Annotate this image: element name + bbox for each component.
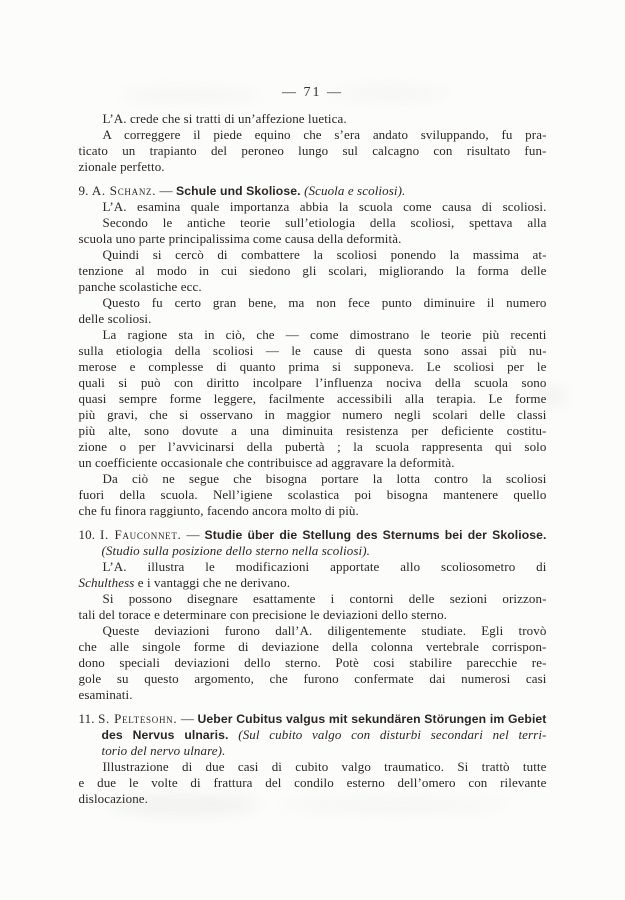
text-line (79, 671, 547, 687)
text-segment-plain: tenzione al modo in cui siedono gli scolari, migliorando la forma delle (78, 263, 547, 278)
text-segment-plain: zionale perfetto. (78, 159, 165, 174)
text-line (79, 375, 547, 391)
text-line (79, 327, 547, 343)
text-line (79, 143, 547, 159)
text-segment-plain: Si possono disegnare esattamente i contorni delle sezioni orizzon- (102, 591, 547, 606)
text-line (79, 423, 547, 439)
text-line (79, 727, 547, 743)
text-segment-italic: (Scuola e scoliosi). (304, 183, 406, 198)
text-segment-plain: 10. (78, 527, 100, 542)
text-segment-plain: più gravi, che si osservano in maggior numero negli scolari delle classi (78, 407, 547, 422)
text-line (79, 455, 547, 471)
text-segment-bold: Studie über die Stellung des Sternums bei der Skoliose. (204, 528, 547, 542)
text-line (79, 183, 547, 199)
paragraph (79, 327, 547, 471)
entry-body-9 (79, 199, 547, 519)
text-line (79, 391, 547, 407)
text-segment-plain: quasi sempre forme leggere, facilmente accessibili alla terapia. Le forme (78, 391, 547, 406)
text-segment-italic: torio del nervo ulnare). (101, 743, 226, 758)
text-line (79, 343, 547, 359)
text-segment-plain: esaminati. (78, 687, 133, 702)
text-segment-italic: (Sul cubito valgo con disturbi secondari nel terri- (238, 727, 547, 742)
text-segment-plain: ticato un trapianto del peroneo lungo sul calcagno con risultato fun- (78, 143, 547, 158)
paragraph (79, 471, 547, 519)
entry-heading-9 (79, 183, 547, 199)
text-line (79, 199, 547, 215)
text-segment-plain: fuori della scuola. Nell’igiene scolastica poi bisogna mantenere quello (78, 487, 547, 502)
text-segment-bold: des Nervus ulnaris. (101, 728, 239, 742)
paragraph (79, 111, 547, 127)
text-segment-plain: Da ciò ne segue che bisogna portare la lotta contro la scoliosi (102, 471, 547, 486)
text-line (79, 655, 547, 671)
entry-abstract-10 (79, 527, 547, 703)
text-line (79, 247, 547, 263)
text-line (79, 263, 547, 279)
text-line (79, 487, 547, 503)
entry-heading-10 (79, 527, 547, 559)
paragraph (79, 215, 547, 247)
paragraph (79, 199, 547, 215)
text-line (79, 543, 547, 559)
text-segment-plain: — (156, 183, 176, 198)
text-segment-plain: 9. (78, 183, 92, 198)
text-segment-plain: A correggere il piede equino che s’era andato sviluppando, fu pra- (102, 127, 547, 142)
text-segment-italic: (Studio sulla posizione dello sterno nella scoliosi). (101, 543, 371, 558)
text-segment-plain: che alle singole forme di deviazione della colonna vertebrale corrispon- (78, 639, 547, 654)
text-segment-plain: dono speciali deviazioni dello sterno. Potè cosi stabilire parecchie re- (78, 655, 547, 670)
paragraph (79, 623, 547, 703)
entry-body-11 (79, 759, 547, 807)
text-segment-plain: L’A. crede che si tratti di un’affezione luetica. (102, 111, 347, 126)
text-segment-plain: e due le volte di frattura del condilo esterno dell’omero con rilevante (78, 775, 547, 790)
text-segment-plain: zione o per l’avvicinarsi della pubertà ; la scuola rappresenta qui solo (78, 439, 547, 454)
entry-abstract-11 (79, 711, 547, 807)
text-segment-plain: e i vantaggi che ne derivano. (134, 575, 291, 590)
text-line (79, 439, 547, 455)
text-line (79, 575, 547, 591)
text-line (79, 215, 547, 231)
paragraph (79, 559, 547, 591)
entry-heading-11 (79, 711, 547, 759)
text-line (79, 687, 547, 703)
paragraph (79, 295, 547, 327)
text-line (79, 407, 547, 423)
entry-body-10 (79, 559, 547, 703)
text-segment-plain: dislocazione. (78, 791, 149, 806)
text-line (79, 527, 547, 543)
text-segment-italic: Schulthess (78, 575, 135, 590)
text-segment-plain: sulla etiologia della scoliosi — le cause di questa sono assai più nu- (78, 343, 547, 358)
text-line (79, 711, 547, 727)
entry-abstract-9 (79, 183, 547, 519)
text-segment-sc: S. Peltesohn. (98, 711, 178, 726)
text-line (79, 295, 547, 311)
text-line (79, 639, 547, 655)
text-line (79, 591, 547, 607)
text-segment-plain: Questo fu certo gran bene, ma non fece punto diminuire il numero (102, 295, 547, 310)
text-segment-bold: Ueber Cubitus valgus mit sekundären Störungen im Gebiet (197, 712, 547, 726)
text-line (79, 791, 547, 807)
text-line (79, 503, 547, 519)
text-segment-plain: panche scolastiche ecc. (78, 279, 202, 294)
text-segment-plain: L’A. illustra le modificazioni apportate allo scoliosometro di (102, 559, 547, 574)
text-segment-plain: — (181, 527, 205, 542)
text-segment-plain: che fu finora raggiunto, facendo ancora molto di più. (78, 503, 359, 518)
text-segment-plain: L’A. esamina quale importanza abbia la scuola come causa di scoliosi. (102, 199, 547, 214)
text-line (79, 759, 547, 775)
paragraph (79, 591, 547, 623)
text-line (79, 111, 547, 127)
paragraph (79, 247, 547, 295)
text-segment-plain: più alte, sono dovute a una diminuita resistenza per deficiente costitu- (78, 423, 547, 438)
text-line (79, 311, 547, 327)
text-segment-sc: A. Schanz. (91, 183, 157, 198)
text-segment-plain: tali del torace e determinare con precisione le deviazioni dello sterno. (78, 607, 448, 622)
text-segment-plain: Illustrazione di due casi di cubito valgo traumatico. Si trattò tutte (102, 759, 547, 774)
page-number: — 71 — (282, 85, 343, 100)
text-segment-plain: Queste deviazioni furono dall’A. diligentemente studiate. Egli trovò (102, 623, 547, 638)
text-line (79, 359, 547, 375)
text-line (79, 471, 547, 487)
text-segment-sc: I. Fauconnet. (100, 527, 182, 542)
text-segment-plain: Secondo le antiche teorie sull’etiologia della scoliosi, spettava alla (102, 215, 547, 230)
text-line (79, 159, 547, 175)
text-segment-plain: — (177, 711, 198, 726)
text-line (79, 231, 547, 247)
text-segment-bold: Schule und Skoliose. (176, 184, 305, 198)
text-segment-plain: un coefficiente occasionale che contribuisce ad aggravare la deformità. (78, 455, 455, 470)
text-segment-plain: Quindi si cercò di combattere la scoliosi ponendo la massima at- (102, 247, 547, 262)
text-segment-plain: merose e complesse di quanto prima si supponeva. Le scoliosi per le (78, 359, 547, 374)
text-segment-plain: delle scoliosi. (78, 311, 152, 326)
text-column (79, 111, 547, 807)
text-line (79, 623, 547, 639)
text-segment-plain: La ragione sta in ciò, che — come dimostrano le teorie più recenti (102, 327, 547, 342)
text-line (79, 775, 547, 791)
text-segment-plain: 11. (78, 711, 99, 726)
text-line (79, 279, 547, 295)
text-segment-plain: quali si può con diritto incolpare l’influenza nociva della scuola sono (78, 375, 547, 390)
text-line (79, 127, 547, 143)
text-segment-plain: gole su questo argomento, che furono confermate dai numerosi casi (78, 671, 547, 686)
paragraph (79, 759, 547, 807)
text-line (79, 559, 547, 575)
intro-paragraphs (79, 111, 547, 175)
text-segment-plain: scuola uno parte principalissima come causa della deformità. (78, 231, 402, 246)
text-line (79, 607, 547, 623)
paragraph (79, 127, 547, 175)
text-line (79, 743, 547, 759)
